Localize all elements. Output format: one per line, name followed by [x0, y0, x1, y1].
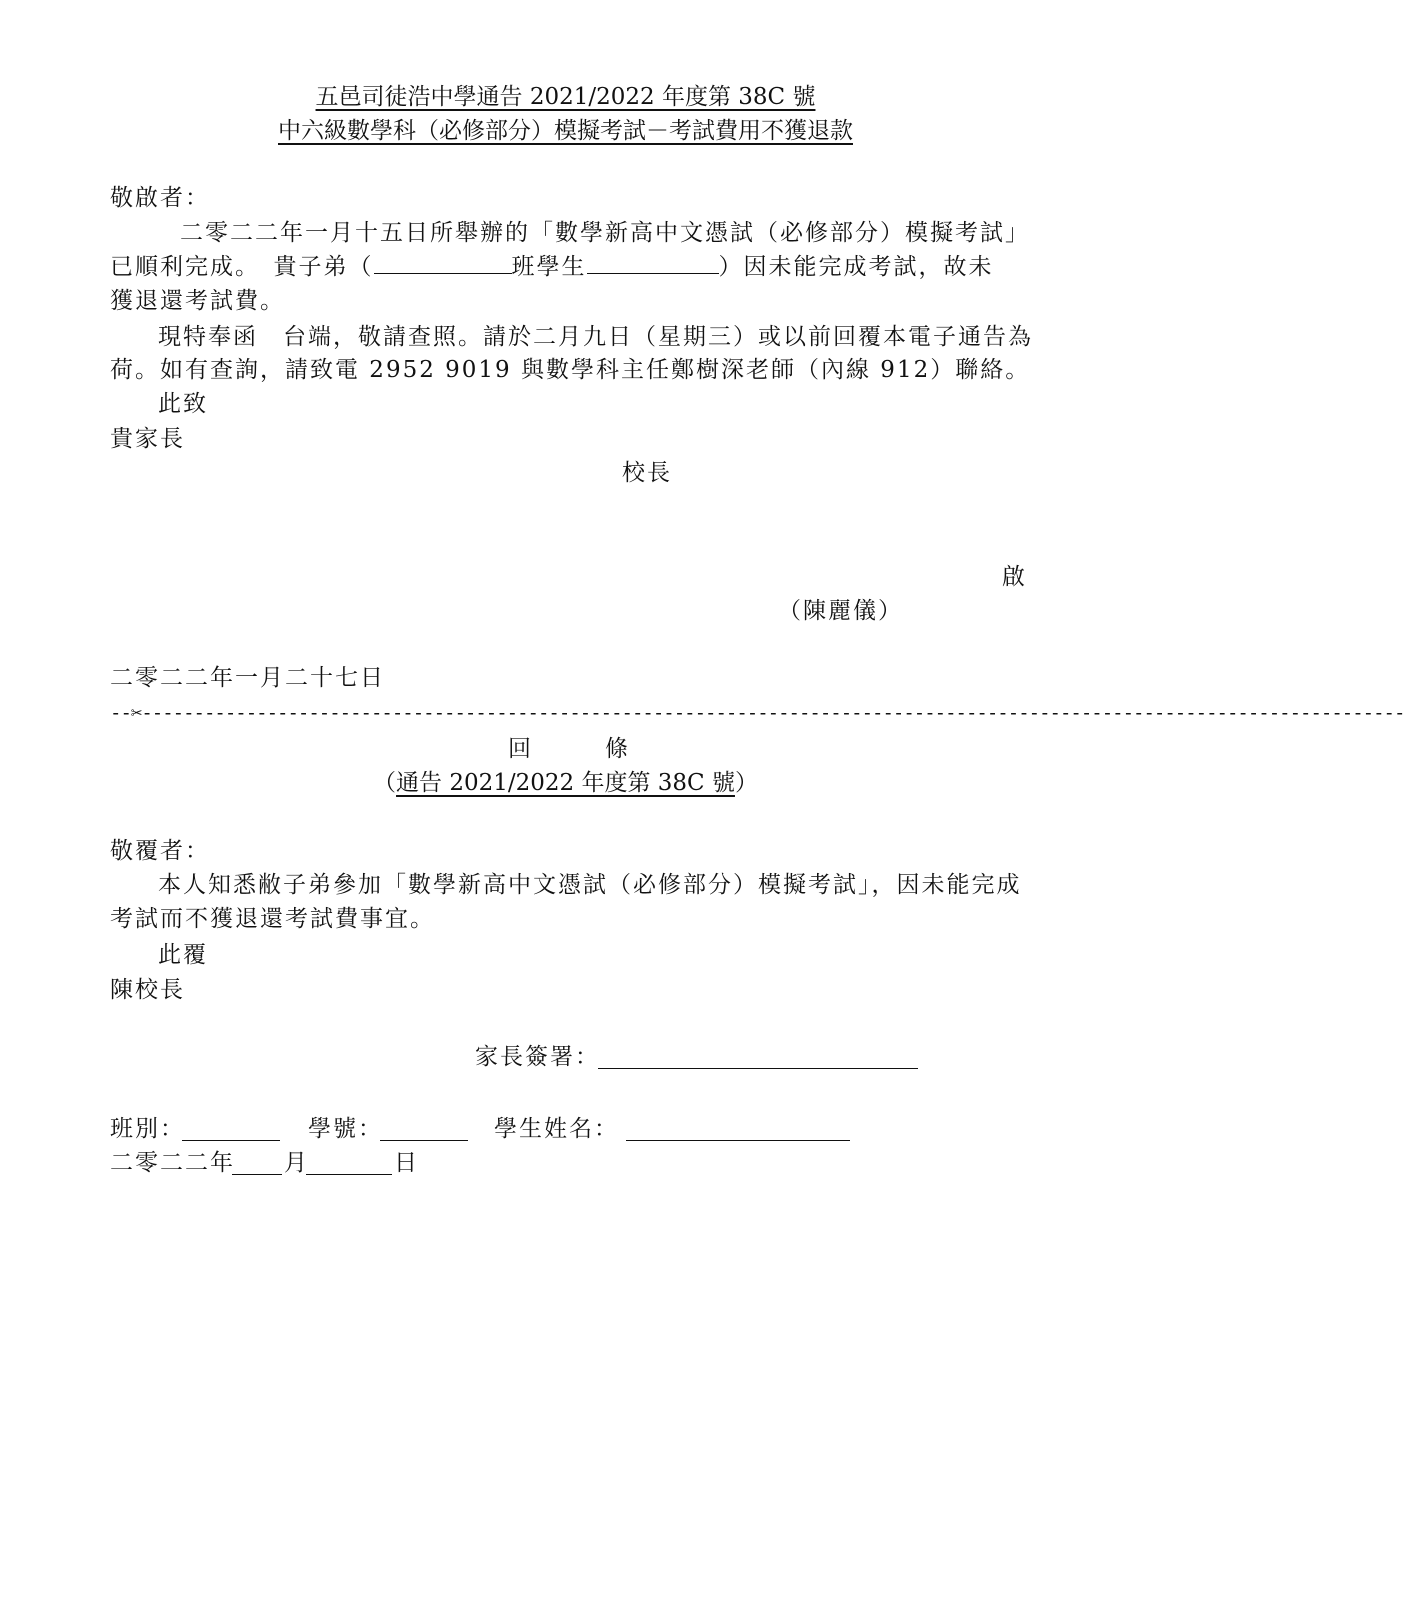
closing: 此致 — [158, 391, 208, 417]
month-label: 月 — [284, 1150, 307, 1176]
paragraph-1-line-1: 二零二二年一月十五日所舉辦的「數學新高中文憑試（必修部分）模擬考試」 — [180, 220, 1030, 246]
paragraph-1-line-2: 已順利完成。 貴子弟（ 班學生 ）因未能完成考試，故未 — [110, 254, 994, 280]
paragraph-2-line-2: 荷。如有查詢，請致電 2952 9019 與數學科主任鄭樹深老師（內線 912）聯絡。 — [110, 357, 1031, 383]
student-name-label: 學生姓名： — [494, 1116, 619, 1142]
student-blank — [587, 272, 719, 274]
reply-body-line-1: 本人知悉敝子弟參加「數學新高中文憑試（必修部分）模擬考試」，因未能完成 — [158, 872, 1022, 898]
principal-title: 校長 — [622, 460, 672, 486]
student-number-label: 學號： — [308, 1116, 383, 1142]
class-blank — [374, 272, 512, 274]
sign-off: 啟 — [1002, 564, 1027, 590]
paragraph-2-line-1: 現特奉函 台端，敬請查照。請於二月九日（星期三）或以前回覆本電子通告為 — [158, 324, 1033, 350]
notice-subtitle: 中六級數學科（必修部分）模擬考試－考試費用不獲退款 — [278, 118, 853, 144]
reply-body-line-2: 考試而不獲退還考試費事宜。 — [110, 906, 435, 932]
salutation: 敬啟者： — [110, 185, 210, 211]
day-label: 日 — [394, 1150, 417, 1176]
cut-line: --✂------------------------------------------------------------------------------------------------------------------------- — [110, 702, 1404, 724]
class-label: 班別： — [110, 1116, 185, 1142]
reply-heading-1: 回 — [508, 736, 531, 762]
parent-signature-field[interactable] — [598, 1068, 918, 1069]
paragraph-1-line-3: 獲退還考試費。 — [110, 288, 285, 314]
reply-reference: （通告 2021/2022 年度第 38C 號） — [373, 770, 758, 796]
parent-signature-label: 家長簽署： — [475, 1044, 600, 1070]
day-field[interactable] — [306, 1174, 392, 1175]
reply-closing: 此覆 — [158, 942, 208, 968]
recipient: 貴家長 — [110, 426, 185, 452]
notice-title: 五邑司徒浩中學通告 2021/2022 年度第 38C 號 — [315, 84, 816, 110]
notice-date: 二零二二年一月二十七日 — [110, 665, 385, 691]
student-name-field[interactable] — [626, 1140, 850, 1141]
principal-name: （陳麗儀） — [778, 598, 903, 624]
month-field[interactable] — [232, 1174, 282, 1175]
reply-recipient: 陳校長 — [110, 977, 185, 1003]
class-field[interactable] — [182, 1140, 280, 1141]
student-number-field[interactable] — [380, 1140, 468, 1141]
reply-salutation: 敬覆者： — [110, 838, 210, 864]
reply-heading-2: 條 — [605, 736, 628, 762]
reply-date-prefix: 二零二二年 — [110, 1150, 235, 1176]
